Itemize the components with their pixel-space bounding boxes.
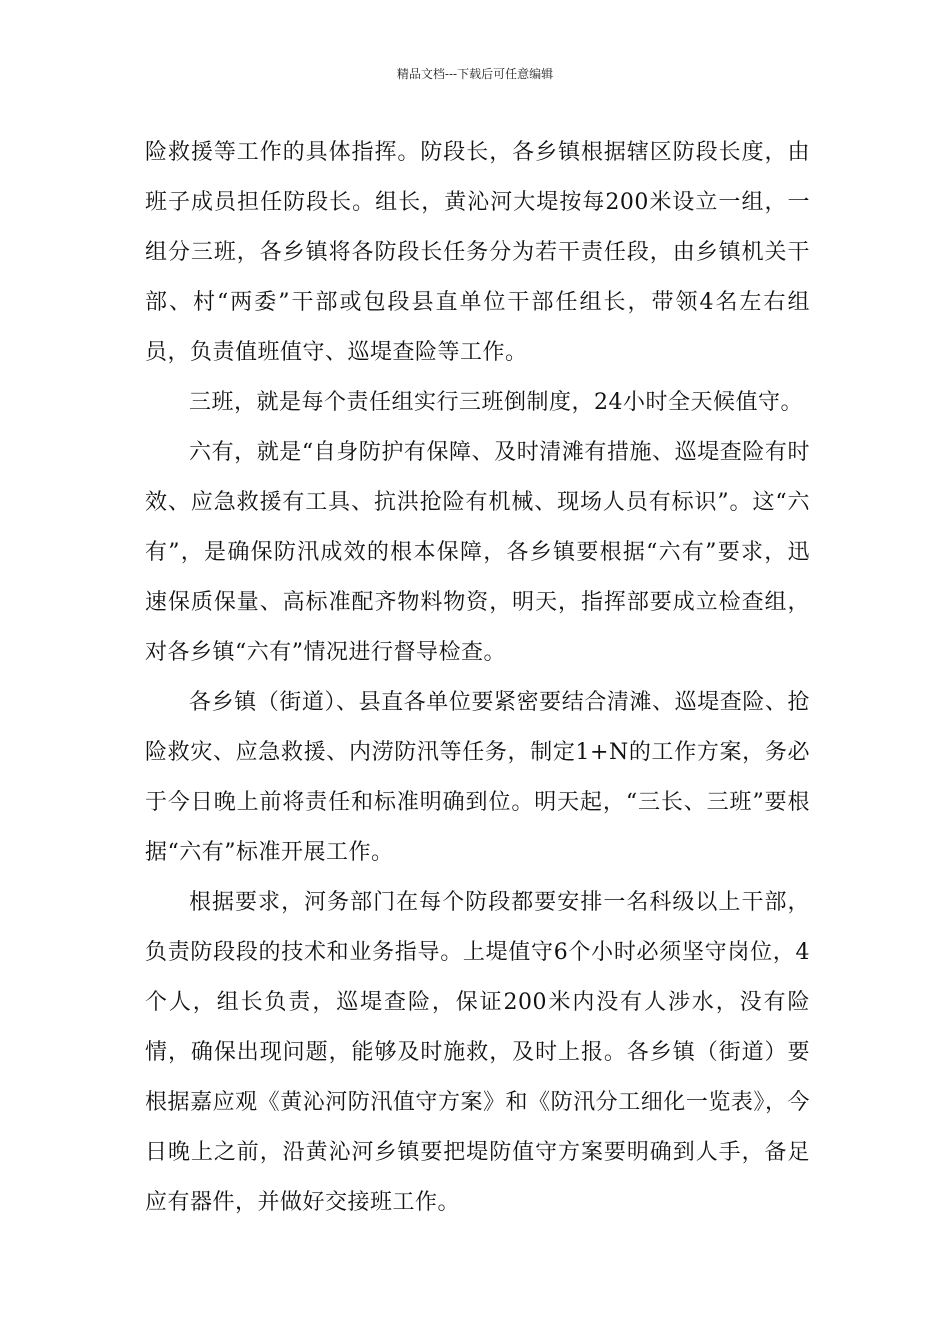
paragraph-three-shifts: 三班，就是每个责任组实行三班倒制度，24小时全天候值守。 [189, 390, 803, 415]
paragraph-continued: 险救援等工作的具体指挥。防段长，各乡镇根据辖区防段长度，由班子成员担任防段长。组长，黄沁河大堤按每200米设立一组，一组分三班，各乡镇将各防段长任务分为若干责任段，由乡镇机关干部、村“两委”干部或包段县直单位干部任组长，带领4名左右组员，负责值班值守、巡堤查险等工作。 [145, 140, 810, 365]
page-header: 精品文档---下载后可任意编辑 [396, 67, 554, 81]
paragraph-work-plan: 各乡镇（街道）、县直各单位要紧密要结合清滩、巡堤查险、抢险救灾、应急救援、内涝防汛等任务，制定1+N的工作方案，务必于今日晚上前将责任和标准明确到位。明天起，“三长、三班”要根据“六有”标准开展工作。 [145, 690, 810, 865]
paragraph-six-haves: 六有，就是“自身防护有保障、及时清滩有措施、巡堤查险有时效、应急救援有工具、抗洪抢险有机械、现场人员有标识”。这“六有”，是确保防汛成效的根本保障，各乡镇要根据“六有”要求，迅速保质保量、高标准配齐物料物资，明天，指挥部要成立检查组，对各乡镇“六有”情况进行督导检查。 [145, 440, 810, 665]
document-body [145, 128, 810, 1228]
paragraph-requirements: 根据要求，河务部门在每个防段都要安排一名科级以上干部，负责防段段的技术和业务指导。上堤值守6个小时必须坚守岗位，4个人，组长负责，巡堤查险，保证200米内没有人涉水，没有险情，确保出现问题，能够及时施救，及时上报。各乡镇（街道）要根据嘉应观《黄沁河防汛值守方案》和《防汛分工细化一览表》，今日晚上之前，沿黄沁河乡镇要把堤防值守方案要明确到人手，备足应有器件，并做好交接班工作。 [145, 890, 810, 1215]
